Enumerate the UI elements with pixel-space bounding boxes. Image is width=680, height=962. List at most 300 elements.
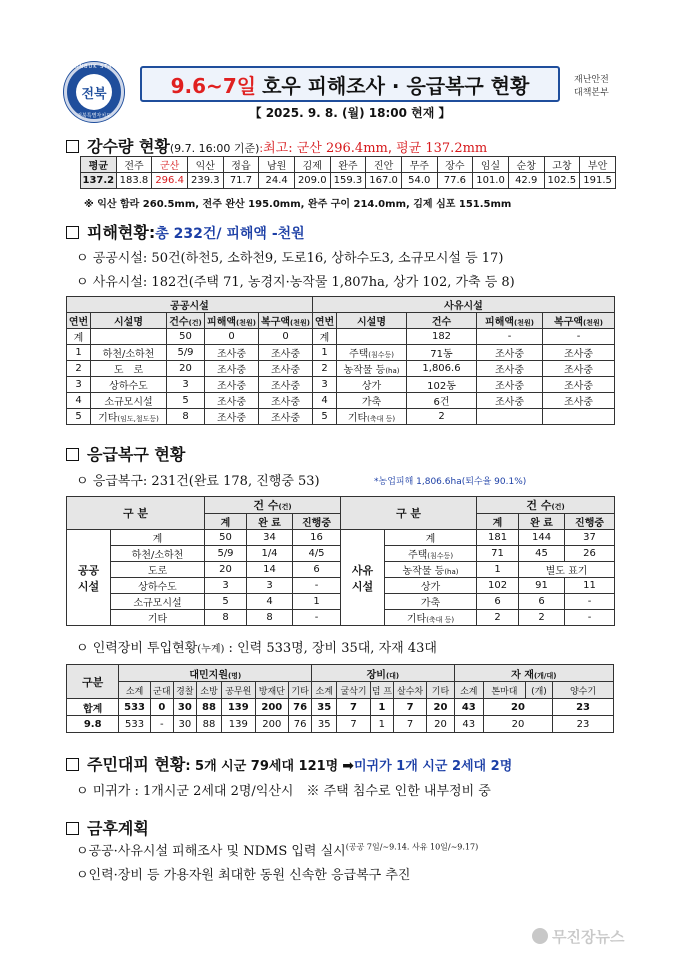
recovery-sub-progress: 진행중 (293, 514, 341, 530)
cell-total: 181 (477, 530, 519, 546)
col-facility: 시설명 (91, 313, 167, 329)
cell-count: 5/9 (167, 345, 205, 361)
private-group-label: 사유 시설 (341, 530, 385, 626)
recovery-heading: 응급복구 현황 (87, 445, 186, 464)
cell-facility-text: 상가 (420, 582, 441, 593)
col-no: 연번 (313, 313, 337, 329)
cell-done: 144 (519, 530, 565, 546)
cell-total: 5 (205, 594, 247, 610)
equip-cell: 7 (393, 699, 427, 716)
rain-heading: 강수량 현황 (87, 137, 170, 156)
rain-value: 101.0 (473, 173, 509, 189)
people-cell: 200 (255, 699, 289, 716)
people-cell: 533 (119, 699, 150, 716)
cell-count: 71동 (407, 345, 477, 361)
cell-progress: - (293, 610, 341, 626)
equipment-table (66, 664, 614, 733)
equip-cell: 20 (427, 699, 454, 716)
row-label: 9.8 (67, 716, 119, 733)
rain-col-header: 군산 (152, 157, 188, 173)
cell-no: 1 (67, 345, 91, 361)
equip-cell: 35 (312, 699, 337, 716)
damage-public-line: ㅇ 공공시설: 50건(하천5, 소하천9, 도로16, 상하수도3, 소규모시설 등 17) (76, 251, 504, 266)
rain-section-title: 강수량 현황 (9.7. 16:00 기준) : 최고: 군산 296.4mm , 평균 137.2mm (66, 134, 487, 157)
cell-facility-text: 주택 (407, 550, 428, 561)
cell-facility (111, 594, 205, 610)
rain-value: 42.9 (508, 173, 544, 189)
table-row (67, 377, 615, 393)
material-header (454, 665, 613, 682)
rain-average: 평균 137.2mm (396, 141, 488, 156)
cell-count: 20 (167, 361, 205, 377)
cell-no: 1 (313, 345, 337, 361)
cell-no: 3 (67, 377, 91, 393)
rain-col-header: 익산 (187, 157, 223, 173)
cell-no: 4 (313, 393, 337, 409)
col-damage-label: 피해액 (207, 317, 237, 328)
cell-total: 1 (477, 562, 519, 578)
cell-facility (337, 377, 407, 393)
title-date-range: 9.6~7일 (170, 73, 257, 98)
cell-facility-text: 소규모시설 (104, 397, 153, 408)
people-col-header: 경찰 (173, 682, 196, 699)
cell-total: 50 (205, 530, 247, 546)
rain-col-header: 고창 (544, 157, 580, 173)
people-cell: 139 (222, 699, 256, 716)
cell-facility-text: 도로 (147, 566, 168, 577)
people-header-label: 대민지원 (189, 669, 228, 681)
cell-facility (337, 409, 407, 425)
damage-table (66, 296, 615, 425)
cell-facility (111, 530, 205, 546)
cell-done: 별도 표기 (519, 562, 615, 578)
cell-facility-text: 하천/소하천 (102, 349, 155, 360)
rain-col-header: 평균 (81, 157, 117, 173)
cell-total: 2 (477, 610, 519, 626)
cell-done: 2 (519, 610, 565, 626)
material-cell: 43 (454, 716, 483, 733)
rainfall-table (80, 156, 616, 189)
table-row (67, 716, 614, 733)
col-recovery-unit: (천원) (583, 319, 603, 327)
cell-done: 4 (247, 594, 293, 610)
cell-facility-text: 기타 (98, 413, 118, 424)
rain-col-header: 김제 (294, 157, 330, 173)
cell-count: 102동 (407, 377, 477, 393)
col-damage (205, 313, 259, 329)
cell-facility (111, 546, 205, 562)
cell-facility (337, 329, 407, 345)
cell-damage: 조사중 (477, 361, 543, 377)
cell-total: 102 (477, 578, 519, 594)
equipment-line-label: ㅇ 인력장비 투입현황 (76, 641, 198, 656)
equipment-line-rest: : 인력 533명, 장비 35대, 자재 43대 (224, 641, 437, 656)
table-row (67, 393, 615, 409)
col-damage-unit: (천원) (514, 319, 534, 327)
cell-total: 5/9 (205, 546, 247, 562)
rain-value: 159.3 (330, 173, 366, 189)
equip-cell: 7 (337, 699, 371, 716)
cell-total: 8 (205, 610, 247, 626)
cell-facility (385, 546, 477, 562)
cell-facility-sub: (ha) (385, 367, 400, 375)
col-recovery (259, 313, 313, 329)
cell-facility-text: 기타 (347, 413, 368, 424)
equipment-line-sub: (누계) (197, 644, 225, 655)
rain-value: 54.0 (401, 173, 437, 189)
cell-facility (337, 361, 407, 377)
organization-name (574, 74, 609, 100)
cell-count: 50 (167, 329, 205, 345)
cell-no: 3 (313, 377, 337, 393)
col-damage (477, 313, 543, 329)
title-box (140, 66, 560, 102)
people-col-header: 기타 (289, 682, 312, 699)
cell-done: 14 (247, 562, 293, 578)
rain-value: 71.7 (223, 173, 259, 189)
recovery-sub-total: 계 (477, 514, 519, 530)
people-cell: 76 (289, 699, 312, 716)
equip-cell: 20 (427, 716, 454, 733)
cell-count: 3 (167, 377, 205, 393)
recovery-table (66, 496, 615, 626)
count-header-label: 건 수 (526, 499, 552, 512)
rain-value: 239.3 (187, 173, 223, 189)
cell-no: 2 (313, 361, 337, 377)
damage-public-header: 공공시설 (67, 297, 313, 313)
checkbox-square-icon (66, 140, 79, 153)
cell-progress: 37 (565, 530, 615, 546)
row-label: 합계 (67, 699, 119, 716)
cell-facility (91, 377, 167, 393)
cell-facility-text: 소규모시설 (133, 598, 182, 609)
people-cell: 30 (173, 716, 196, 733)
col-recovery-label: 복구액 (261, 317, 291, 328)
cell-facility-text: 주택 (348, 349, 369, 360)
page-title: 호우 피해조사 · 응급복구 현황 (262, 73, 530, 98)
org-line-1: 재난안전 (574, 75, 609, 85)
recovery-count-header (477, 497, 615, 514)
equipment-gubun: 구분 (67, 665, 119, 699)
col-damage-unit: (천원) (236, 319, 256, 327)
equip-header (312, 665, 454, 682)
checkbox-square-icon (66, 448, 79, 461)
col-damage-label: 피해액 (485, 317, 515, 328)
cell-damage: 조사중 (205, 345, 259, 361)
rain-value: 24.4 (259, 173, 295, 189)
cell-facility (91, 409, 167, 425)
rain-heading-sep: : (259, 142, 264, 155)
cell-facility-text: 가축 (361, 397, 382, 408)
plan-line-1-text: ㅇ공공·사유시설 피해조사 및 NDMS 입력 실시 (76, 844, 346, 859)
rain-heading-note: (9.7. 16:00 기준) (169, 142, 260, 155)
cell-damage: 조사중 (205, 409, 259, 425)
cell-facility-text: 계 (152, 534, 163, 545)
people-cell: 30 (173, 699, 196, 716)
org-line-2: 대책본부 (574, 88, 609, 98)
plan-line-2: ㅇ인력·장비 등 가용자원 최대한 동원 신속한 응급복구 추진 (76, 868, 411, 883)
cell-facility-sub: (침수등) (368, 351, 395, 359)
cell-recovery: 조사중 (543, 345, 615, 361)
equipment-line (76, 637, 437, 656)
people-cell: 88 (196, 699, 221, 716)
rain-value: 296.4 (152, 173, 188, 189)
cell-done: 6 (519, 594, 565, 610)
people-cell: 139 (222, 716, 256, 733)
recovery-line: ㅇ 응급복구: 231건(완료 178, 진행중 53) (76, 474, 320, 489)
col-count (167, 313, 205, 329)
equip-cell: 1 (370, 716, 393, 733)
cell-facility-text: 상가 (361, 381, 382, 392)
material-header-unit: (개/대) (533, 671, 557, 680)
checkbox-square-icon (66, 822, 79, 835)
cell-progress: - (565, 594, 615, 610)
col-facility: 시설명 (337, 313, 407, 329)
cell-no: 5 (67, 409, 91, 425)
report-date: 【 2025. 9. 8. (월) 18:00 현재 】 (249, 106, 451, 120)
cell-progress: - (565, 610, 615, 626)
equip-header-unit: (대) (385, 671, 400, 680)
cell-recovery: 조사중 (259, 345, 313, 361)
rain-col-header: 장수 (437, 157, 473, 173)
cell-done: 1/4 (247, 546, 293, 562)
recovery-count-header (205, 497, 341, 514)
cell-facility-text: 상하수도 (138, 582, 177, 593)
damage-column-header-row (67, 313, 615, 329)
equip-col-header: 기타 (427, 682, 454, 699)
rain-col-header: 부안 (580, 157, 616, 173)
people-cell: - (150, 716, 173, 733)
cell-facility-text: 계 (425, 534, 436, 545)
cell-facility (337, 393, 407, 409)
public-group-label: 공공 시설 (67, 530, 111, 626)
rainfall-value-row (81, 173, 616, 189)
cell-facility-sub: (침수등) (427, 552, 454, 560)
col-count-label: 건수 (169, 317, 189, 328)
cell-facility (111, 562, 205, 578)
cell-facility (385, 610, 477, 626)
watermark-logo-icon (532, 928, 548, 944)
count-header-unit: (건) (278, 503, 292, 511)
col-no: 연번 (67, 313, 91, 329)
table-row (67, 409, 615, 425)
equip-col-header: 살수차 (393, 682, 427, 699)
people-col-header: 군대 (150, 682, 173, 699)
cell-facility (91, 361, 167, 377)
material-col-header: (개) (525, 682, 552, 699)
logo-text: 전북 (81, 86, 107, 102)
cell-facility-sub: (축대 등) (367, 415, 396, 423)
rain-col-header: 무주 (401, 157, 437, 173)
rain-col-header: 완주 (330, 157, 366, 173)
cell-facility (385, 594, 477, 610)
checkbox-square-icon (66, 758, 79, 771)
cell-count: 1,806.6 (407, 361, 477, 377)
logo-ring-bottom-text: 전북특별자치도 (77, 113, 111, 119)
rain-col-header: 전주 (116, 157, 152, 173)
cell-damage: 0 (205, 329, 259, 345)
people-col-header: 소계 (119, 682, 150, 699)
cell-no: 계 (313, 329, 337, 345)
evac-returned: 미귀가 1개 시군 2세대 2명 (353, 759, 513, 774)
rain-max: 최고: 군산 296.4mm (263, 141, 388, 156)
watermark (532, 926, 624, 947)
recovery-sub-total: 계 (205, 514, 247, 530)
cell-recovery: - (543, 329, 615, 345)
cell-done: 3 (247, 578, 293, 594)
people-cell: 533 (119, 716, 150, 733)
material-cell: 23 (553, 699, 614, 716)
people-header-unit: (명) (227, 671, 242, 680)
cell-done: 91 (519, 578, 565, 594)
rain-note: ※ 익산 함라 260.5mm, 전주 완산 195.0mm, 완주 구이 214.0mm, 김제 심포 151.5mm (84, 199, 512, 210)
checkbox-square-icon (66, 226, 79, 239)
arrow-right-icon: ➡ (342, 758, 354, 774)
cell-done: 8 (247, 610, 293, 626)
cell-no: 4 (67, 393, 91, 409)
cell-total: 3 (205, 578, 247, 594)
recovery-note: *농업피해 1,806.6ha(퇴수율 90.1%) (374, 477, 527, 487)
cell-progress: 26 (565, 546, 615, 562)
people-header (119, 665, 312, 682)
plan-section-title (66, 816, 149, 839)
material-cell: 43 (454, 699, 483, 716)
cell-facility (385, 530, 477, 546)
cell-facility-sub: (ha) (444, 568, 459, 576)
equip-cell: 7 (393, 716, 427, 733)
count-header-unit: (건) (551, 503, 565, 511)
cell-count: 182 (407, 329, 477, 345)
table-row (67, 530, 615, 546)
rain-col-header: 순창 (508, 157, 544, 173)
cell-facility (111, 578, 205, 594)
material-col-header: 소계 (454, 682, 483, 699)
equip-col-header: 소계 (312, 682, 337, 699)
cell-done: 34 (247, 530, 293, 546)
cell-no: 2 (67, 361, 91, 377)
rain-col-header: 남원 (259, 157, 295, 173)
cell-no: 5 (313, 409, 337, 425)
recovery-section-title (66, 442, 185, 465)
cell-progress: 1 (293, 594, 341, 610)
cell-count: 8 (167, 409, 205, 425)
equip-header-label: 장비 (366, 669, 386, 681)
recovery-sub-done: 완 료 (519, 514, 565, 530)
cell-total: 20 (205, 562, 247, 578)
material-header-label: 자 재 (511, 669, 534, 681)
plan-line-1-sup: (공공 7일/~9.14. 사유 10일/~9.17) (345, 842, 479, 852)
table-row (67, 345, 615, 361)
recovery-gubun: 구 분 (341, 497, 477, 530)
material-cell: 20 (483, 699, 552, 716)
material-cell: 20 (483, 716, 552, 733)
cell-damage (477, 409, 543, 425)
col-count-unit: (건) (188, 319, 202, 327)
count-header-label: 건 수 (253, 499, 279, 512)
cell-progress: 6 (293, 562, 341, 578)
evac-section-title (66, 752, 512, 775)
col-recovery (543, 313, 615, 329)
plan-heading: 금후계획 (87, 819, 149, 838)
cell-damage: - (477, 329, 543, 345)
cell-recovery: 조사중 (543, 361, 615, 377)
material-col-header: 톤마대 (483, 682, 525, 699)
cell-damage: 조사중 (477, 377, 543, 393)
damage-section-title (66, 220, 305, 243)
cell-facility-text: 가축 (420, 598, 441, 609)
cell-total: 71 (477, 546, 519, 562)
document-header (60, 58, 620, 130)
damage-private-header: 사유시설 (313, 297, 615, 313)
equip-cell: 1 (370, 699, 393, 716)
watermark-text: 무진장뉴스 (552, 928, 625, 946)
cell-facility (385, 562, 477, 578)
recovery-sub-progress: 진행중 (565, 514, 615, 530)
cell-recovery: 0 (259, 329, 313, 345)
cell-damage: 조사중 (205, 377, 259, 393)
people-cell: 200 (255, 716, 289, 733)
equip-cell: 35 (312, 716, 337, 733)
people-col-header: 공무원 (222, 682, 256, 699)
cell-progress: - (293, 578, 341, 594)
people-col-header: 소방 (196, 682, 221, 699)
cell-facility-text: 농작물 등 (402, 566, 445, 577)
cell-recovery: 조사중 (259, 361, 313, 377)
rain-value: 209.0 (294, 173, 330, 189)
evac-detail: : 5개 시군 79세대 121명 (185, 759, 339, 774)
cell-facility-text: 기타 (406, 614, 427, 625)
cell-recovery: 조사중 (259, 393, 313, 409)
cell-facility-text: 농작물 등 (343, 365, 386, 376)
rain-value: 191.5 (580, 173, 616, 189)
cell-facility (337, 345, 407, 361)
cell-no: 계 (67, 329, 91, 345)
equip-col-header: 덤 프 (370, 682, 393, 699)
equip-col-header: 굴삭기 (337, 682, 371, 699)
col-count: 건수 (407, 313, 477, 329)
cell-damage: 조사중 (205, 361, 259, 377)
equip-cell: 7 (337, 716, 371, 733)
cell-progress: 16 (293, 530, 341, 546)
cell-facility (111, 610, 205, 626)
plan-line-1 (76, 840, 478, 859)
damage-heading-sep: : (148, 223, 156, 242)
material-col-header: 양수기 (553, 682, 614, 699)
rain-col-header: 진안 (366, 157, 402, 173)
cell-damage: 조사중 (477, 393, 543, 409)
rain-col-header: 임실 (473, 157, 509, 173)
cell-facility-text: 상하수도 (109, 381, 148, 392)
cell-damage: 조사중 (205, 393, 259, 409)
rain-value: 102.5 (544, 173, 580, 189)
cell-progress: 11 (565, 578, 615, 594)
cell-facility (91, 329, 167, 345)
logo-center (76, 74, 112, 110)
cell-count: 2 (407, 409, 477, 425)
evac-line: ㅇ 미귀가 : 1개시군 2세대 2명/익산시 ※ 주택 침수로 인한 내부정비 중 (76, 784, 491, 799)
people-cell: 0 (150, 699, 173, 716)
cell-facility-text: 기타 (147, 614, 168, 625)
recovery-gubun: 구 분 (67, 497, 205, 530)
table-row (67, 361, 615, 377)
rain-value: 167.0 (366, 173, 402, 189)
damage-private-line: ㅇ 사유시설: 182건(주택 71, 농경지·농작물 1,807ha, 상가 102, 가축 등 8) (76, 275, 515, 290)
rain-value: 183.8 (116, 173, 152, 189)
cell-progress: 4/5 (293, 546, 341, 562)
col-recovery-label: 복구액 (554, 317, 584, 328)
cell-recovery: 조사중 (543, 393, 615, 409)
rain-value: 77.6 (437, 173, 473, 189)
